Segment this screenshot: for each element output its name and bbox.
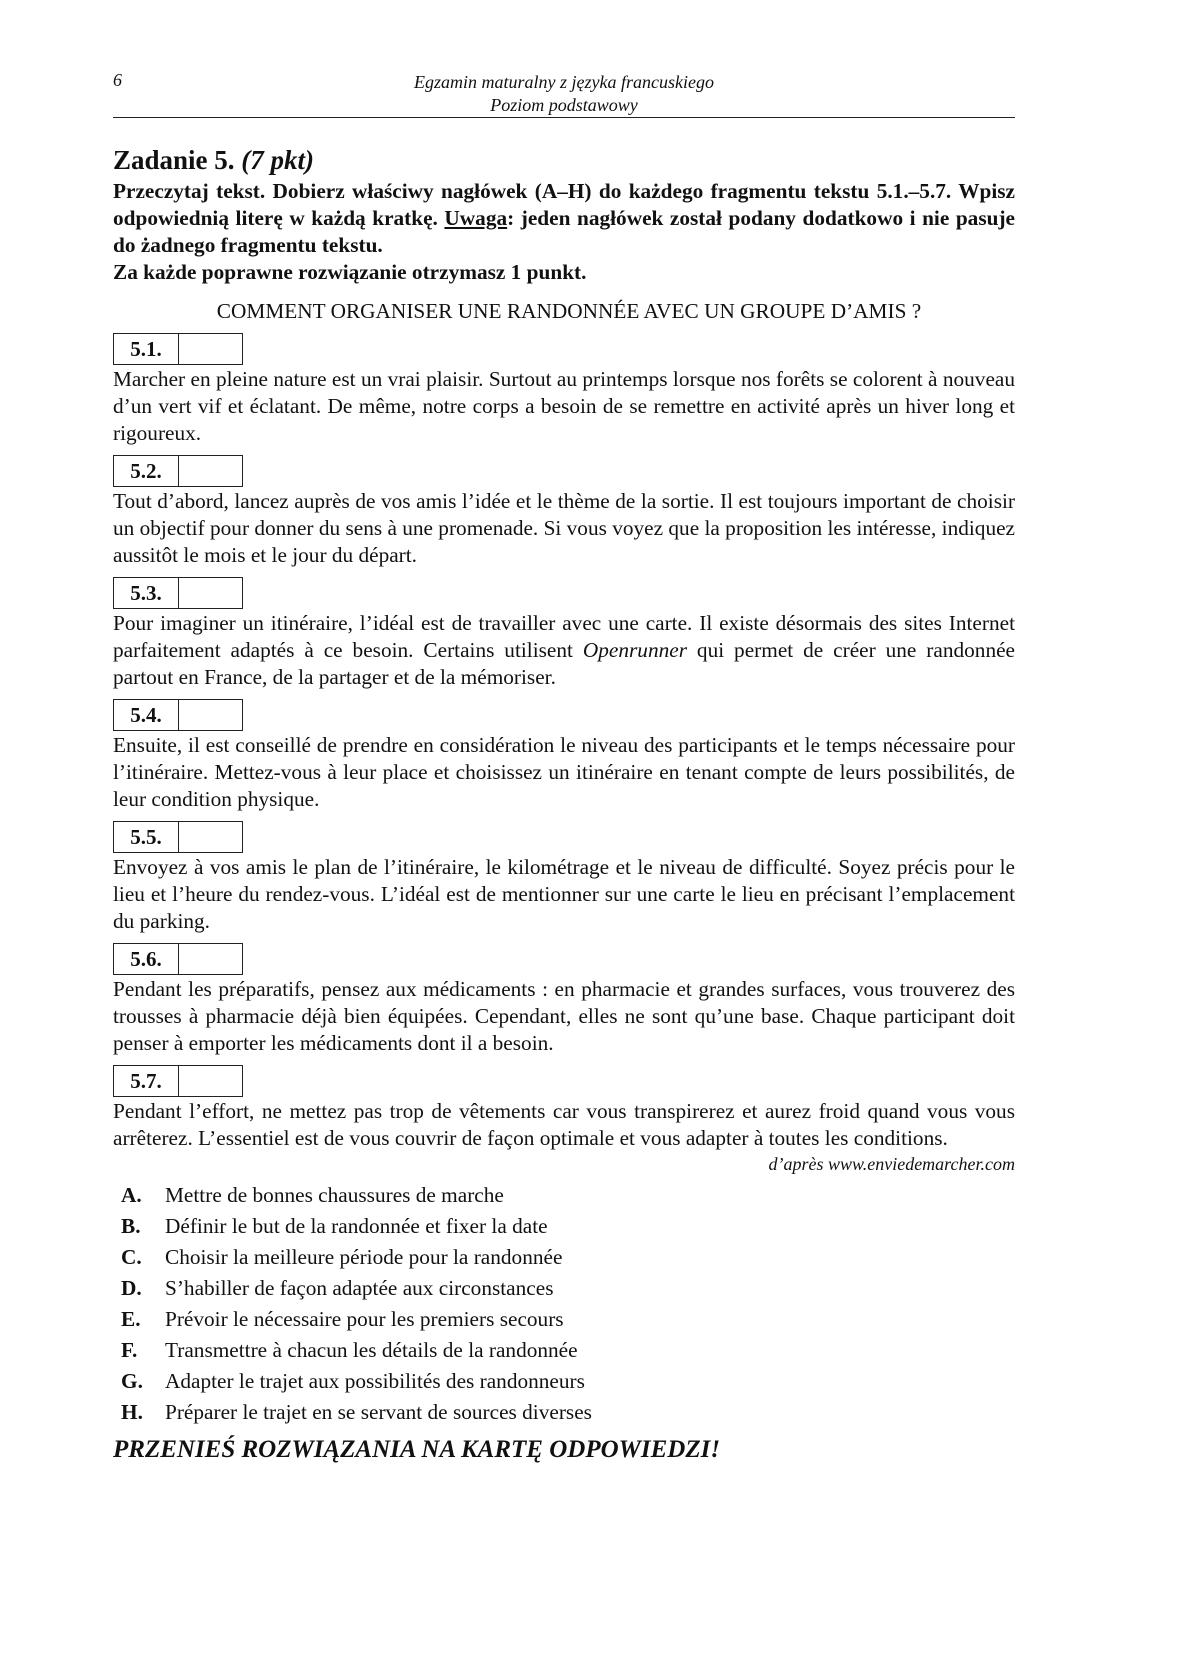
fragment-text-site-name: Openrunner: [582, 638, 687, 662]
heading-option: [121, 1273, 1015, 1304]
fragment-number: 5.5.: [114, 822, 179, 852]
fragment-5-6: [113, 943, 1015, 1057]
fragment-5-7: [113, 1065, 1015, 1152]
answer-field[interactable]: [179, 1066, 242, 1096]
answer-field[interactable]: [179, 334, 242, 364]
fragment-5-5: [113, 821, 1015, 935]
heading-option: [121, 1180, 1015, 1211]
heading-key: A.: [121, 1183, 142, 1207]
fragment-text: Envoyez à vos amis le plan de l’itinéraire, le kilométrage et le niveau de difficulté. Soyez précis pour le lieu et l’heure du rendez-vous. L’idéal est de mentionner sur une carte le lieu en précisant l’emplacement du parking.: [113, 855, 1015, 933]
fragment-5-3: [113, 577, 1015, 691]
heading-key: D.: [121, 1276, 142, 1300]
exam-page: [113, 0, 1015, 1464]
fragment-text: Ensuite, il est conseillé de prendre en considération le niveau des participants et le temps nécessaire pour l’itinéraire. Mettez-vous à leur place et choisissez un itinéraire en tenant compte de leurs possibilités, de leur condition physique.: [113, 733, 1015, 811]
answer-field[interactable]: [179, 456, 242, 486]
answer-box: [113, 1065, 243, 1097]
heading-key: B.: [121, 1214, 141, 1238]
fragment-5-2: [113, 455, 1015, 569]
heading-key: C.: [121, 1245, 142, 1269]
fragment-number: 5.3.: [114, 578, 179, 608]
fragment-number: 5.4.: [114, 700, 179, 730]
heading-text: S’habiller de façon adaptée aux circonstances: [165, 1276, 554, 1300]
answer-box: [113, 943, 243, 975]
instruction-warning: Uwaga: [444, 206, 508, 230]
heading-option: [121, 1397, 1015, 1428]
heading-text: Préparer le trajet en se servant de sources diverses: [165, 1400, 592, 1424]
heading-key: G.: [121, 1369, 143, 1393]
exam-title-line2: Poziom podstawowy: [490, 95, 638, 115]
fragment-text: [113, 610, 1015, 691]
headings-list: [121, 1180, 1015, 1428]
answer-field[interactable]: [179, 578, 242, 608]
heading-key: H.: [121, 1400, 143, 1424]
answer-box: [113, 699, 243, 731]
heading-option: [121, 1242, 1015, 1273]
heading-text: Mettre de bonnes chaussures de marche: [165, 1183, 504, 1207]
fragment-5-4: [113, 699, 1015, 813]
fragment-text-part2: qui permet de créer une randonnée partout en France, de la partager et de la mémoriser.: [113, 638, 1015, 689]
fragment-text: Pendant les préparatifs, pensez aux médicaments : en pharmacie et grandes surfaces, vous trouverez des trousses à pharmacie déjà bien équipées. Cependant, elles ne sont qu’une base. Chaque participant doit penser à emporter les médicaments dont il a besoin.: [113, 977, 1015, 1055]
fragment-text-part1: Pour imaginer un itinéraire, l’idéal est de travailler avec une carte. Il existe désormais des sites Internet parfaitement adaptés à ce besoin. Certains utilisent: [113, 611, 1015, 662]
heading-key: E.: [121, 1307, 141, 1331]
page-header: [113, 0, 1015, 118]
fragment-number: 5.1.: [114, 334, 179, 364]
page-number: 6: [113, 70, 122, 90]
answer-field[interactable]: [179, 944, 242, 974]
answer-box: [113, 577, 243, 609]
instruction-part2: : jeden nagłówek został podany dodatkowo i nie pasuje do żadnego fragmentu tekstu.: [113, 206, 1015, 257]
instruction-part1: Przeczytaj tekst. Dobierz właściwy nagłówek (A–H) do każdego fragmentu tekstu 5.1.–5.7. Wpisz odpowiednią literę w każdą kratkę.: [113, 179, 1015, 230]
heading-text: Prévoir le nécessaire pour les premiers secours: [165, 1307, 564, 1331]
text-title: COMMENT ORGANISER UNE RANDONNÉE AVEC UN GROUPE D’AMIS ?: [216, 299, 922, 323]
heading-option: [121, 1211, 1015, 1242]
answer-box: [113, 333, 243, 365]
heading-option: [121, 1366, 1015, 1397]
heading-text: Transmettre à chacun les détails de la randonnée: [165, 1338, 578, 1362]
fragment-5-1: [113, 333, 1015, 447]
text-source: d’après www.enviedemarcher.com: [768, 1154, 1015, 1174]
header-divider: [113, 117, 1015, 118]
task-title: [113, 144, 1015, 176]
task-points: (7 pkt): [241, 145, 315, 175]
answer-box: [113, 455, 243, 487]
task-number: Zadanie 5.: [113, 145, 235, 175]
heading-text: Adapter le trajet aux possibilités des randonneurs: [165, 1369, 585, 1393]
answer-field[interactable]: [179, 700, 242, 730]
heading-option: [121, 1335, 1015, 1366]
heading-text: Définir le but de la randonnée et fixer la date: [165, 1214, 548, 1238]
transfer-note: PRZENIEŚ ROZWIĄZANIA NA KARTĘ ODPOWIEDZI!: [113, 1436, 721, 1463]
fragment-text: Marcher en pleine nature est un vrai plaisir. Surtout au printemps lorsque nos forêts se colorent à nouveau d’un vert vif et éclatant. De même, notre corps a besoin de se remettre en activité après un hiver long et rigoureux.: [113, 367, 1015, 445]
fragment-number: 5.6.: [114, 944, 179, 974]
task-scoring: Za każde poprawne rozwiązanie otrzymasz 1 punkt.: [113, 260, 587, 284]
heading-key: F.: [121, 1338, 138, 1362]
heading-text: Choisir la meilleure période pour la randonnée: [165, 1245, 563, 1269]
fragment-text: Pendant l’effort, ne mettez pas trop de vêtements car vous transpirerez et aurez froid quand vous vous arrêterez. L’essentiel est de vous couvrir de façon optimale et vous adapter à toutes les conditions.: [113, 1099, 1015, 1150]
fragment-text: Tout d’abord, lancez auprès de vos amis l’idée et le thème de la sortie. Il est toujours important de choisir un objectif pour donner du sens à une promenade. Si vous voyez que la proposition les intéresse, indiquez aussitôt le mois et le jour du départ.: [113, 489, 1015, 567]
exam-title: [113, 71, 1015, 117]
exam-title-line1: Egzamin maturalny z języka francuskiego: [414, 72, 714, 92]
fragment-number: 5.2.: [114, 456, 179, 486]
fragment-number: 5.7.: [114, 1066, 179, 1096]
heading-option: [121, 1304, 1015, 1335]
answer-box: [113, 821, 243, 853]
task-instruction: [113, 178, 1015, 259]
answer-field[interactable]: [179, 822, 242, 852]
